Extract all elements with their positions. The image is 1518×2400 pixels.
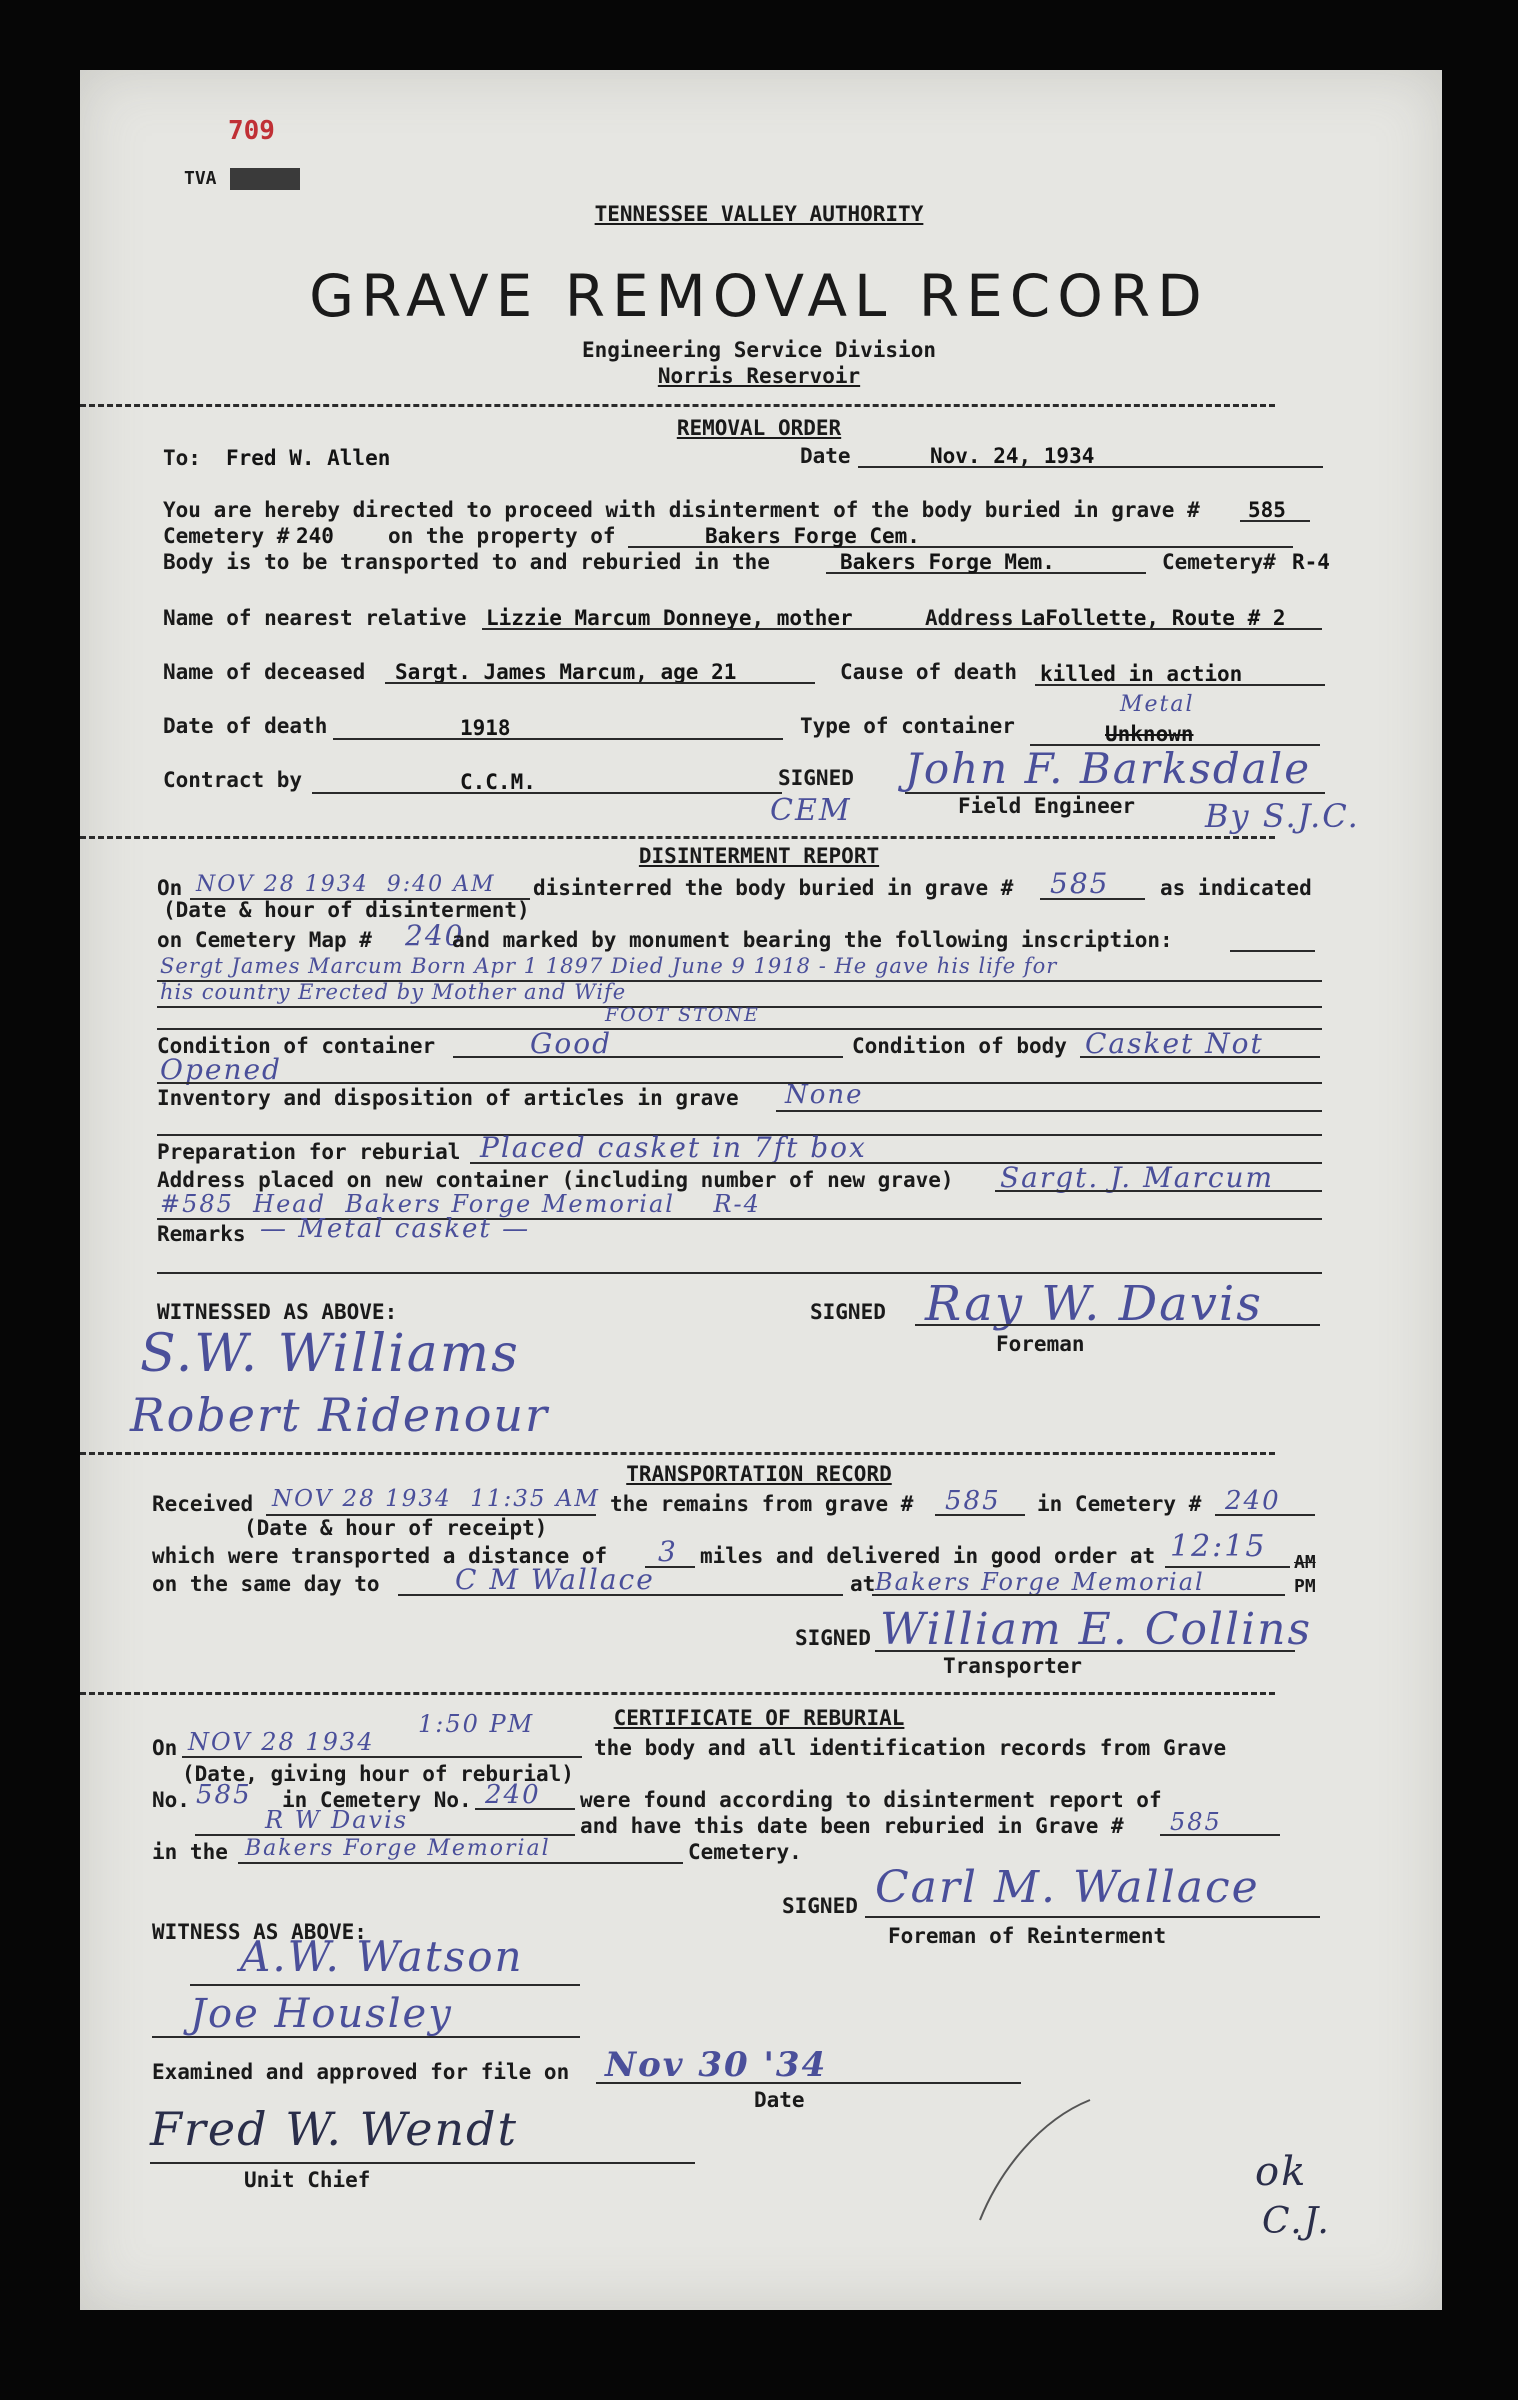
- foreman-sig-line: [915, 1324, 1320, 1326]
- pm-label: PM: [1294, 1576, 1316, 1597]
- page-title: GRAVE REMOVAL RECORD: [309, 262, 1209, 330]
- division-line: [0, 340, 1518, 361]
- inventory-label: Inventory and disposition of articles in grave: [157, 1086, 739, 1110]
- examined-label: Examined and approved for file on: [152, 2060, 570, 2084]
- rebury-location: Bakers Forge Mem.: [840, 550, 1055, 574]
- unit-chief-line: [150, 2162, 695, 2164]
- as-indicated: as indicated: [1160, 876, 1312, 900]
- disinterment-grave: 585: [1050, 867, 1110, 900]
- new-address-value-2: #585 Head Bakers Forge Memorial R-4: [160, 1190, 761, 1218]
- cemetery-number: 240: [296, 524, 334, 548]
- initials-right: By S.J.C.: [1205, 797, 1360, 835]
- in-the-label: in the: [152, 1840, 228, 1864]
- removal-order-heading: REMOVAL ORDER: [676, 416, 842, 440]
- date-value: Nov. 24, 1934: [930, 444, 1095, 468]
- disinterment-datetime: NOV 28 1934 9:40 AM: [196, 872, 496, 897]
- examined-date: Nov 30 '34: [605, 2045, 828, 2085]
- to-value: Fred W. Allen: [226, 446, 391, 470]
- field-engineer-title: Field Engineer: [958, 794, 1136, 818]
- property-value: Bakers Forge Cem.: [705, 524, 920, 548]
- section-divider: [80, 1692, 1275, 1695]
- delivered-text: miles and delivered in good order at: [700, 1544, 1156, 1568]
- cemetery-label: Cemetery #: [163, 524, 290, 548]
- initials-left: CEM: [770, 793, 852, 828]
- same-day-label: on the same day to: [152, 1572, 380, 1596]
- examined-date-label: Date: [754, 2088, 805, 2112]
- section-divider: [80, 836, 1275, 839]
- section-divider: [80, 404, 1275, 407]
- property-label: on the property of: [388, 524, 616, 548]
- in-cemetery-label: in Cemetery #: [1037, 1492, 1202, 1516]
- address-value: LaFollette, Route # 2: [1020, 606, 1286, 630]
- cert-witness-line-1: [190, 1984, 580, 1986]
- agency-line: [0, 204, 1518, 225]
- reburial-date: NOV 28 1934: [188, 1728, 375, 1756]
- relative-label: Name of nearest relative: [163, 606, 467, 630]
- transport-text: Body is to be transported to and reburied in the: [163, 550, 770, 574]
- cause-label: Cause of death: [840, 660, 1018, 684]
- cert-witness-1: A.W. Watson: [240, 1932, 524, 1981]
- map-line-end: [1230, 950, 1315, 952]
- cert-date-hint: (Date, giving hour of reburial): [182, 1762, 574, 1786]
- cert-body-text: the body and all identification records from Grave: [594, 1736, 1227, 1760]
- container-value: Unknown: [1105, 722, 1194, 746]
- signed-label-1: SIGNED: [778, 766, 854, 790]
- transport-cemetery-line: [1215, 1514, 1315, 1516]
- transporter-signature: William E. Collins: [880, 1604, 1313, 1655]
- grave-line: [1240, 520, 1310, 522]
- cemetery-suffix: Cemetery.: [688, 1840, 802, 1864]
- stamp-number: 709: [228, 116, 275, 146]
- cause-line: [1035, 684, 1325, 686]
- certificate-heading: CERTIFICATE OF REBURIAL: [613, 1706, 905, 1730]
- transport-heading-line: [0, 1464, 1518, 1485]
- body-condition-value-2: Opened: [160, 1053, 282, 1086]
- contract-line: [312, 792, 782, 794]
- field-engineer-signature: John F. Barksdale: [905, 744, 1312, 793]
- received-value: NOV 28 1934 11:35 AM: [272, 1486, 600, 1512]
- same-day-value: C M Wallace: [455, 1563, 655, 1596]
- address-label: Address: [925, 606, 1014, 630]
- disinterment-heading-line: [0, 846, 1518, 867]
- grave-line: [1040, 898, 1145, 900]
- transport-cemetery: 240: [1225, 1486, 1281, 1516]
- death-date-label: Date of death: [163, 714, 328, 738]
- section-divider: [80, 1452, 1275, 1455]
- grave-number: 585: [1248, 498, 1286, 522]
- transport-grave-line: [935, 1514, 1025, 1516]
- new-address-value-1: Sargt. J. Marcum: [1000, 1161, 1275, 1194]
- removal-heading-line: [0, 418, 1518, 439]
- unit-chief-title: Unit Chief: [244, 2168, 371, 2192]
- date-label: Date: [800, 444, 851, 468]
- witness-signature-1: S.W. Williams: [140, 1324, 520, 1384]
- examined-date-line: [596, 2082, 1021, 2084]
- deceased-label: Name of deceased: [163, 660, 366, 684]
- body-condition-label: Condition of body: [852, 1034, 1067, 1058]
- remarks-label: Remarks: [157, 1222, 246, 1246]
- distance-value: 3: [658, 1535, 678, 1568]
- unit-chief-signature: Fred W. Wendt: [150, 2102, 518, 2156]
- at-value: Bakers Forge Memorial: [875, 1568, 1205, 1596]
- preparation-label: Preparation for reburial: [157, 1140, 461, 1164]
- deceased-line: [385, 682, 815, 684]
- remarks-line-2: [157, 1272, 1322, 1274]
- disinterred-text: disinterred the body buried in grave #: [533, 876, 1014, 900]
- corner-mark-2: C.J.: [1262, 2201, 1331, 2242]
- body-condition-value: Casket Not: [1085, 1027, 1264, 1060]
- transportation-heading: TRANSPORTATION RECORD: [626, 1462, 892, 1486]
- new-grave: 585: [1170, 1808, 1222, 1836]
- directive-text: You are hereby directed to proceed with disinterment of the body buried in grave #: [163, 498, 1200, 522]
- cert-witness-2: Joe Housley: [190, 1991, 453, 2037]
- cert-cemetery-name: Bakers Forge Memorial: [245, 1836, 551, 1861]
- inscription-line-2: his country Erected by Mother and Wife: [160, 980, 627, 1004]
- witnessed-label: WITNESSED AS ABOVE:: [157, 1300, 398, 1324]
- signed-label-3: SIGNED: [795, 1626, 871, 1650]
- receipt-hint: (Date & hour of receipt): [244, 1516, 548, 1540]
- pencil-stroke: [960, 2090, 1100, 2230]
- at-line: [872, 1594, 1285, 1596]
- signed-label-4: SIGNED: [782, 1894, 858, 1918]
- at-label: at: [850, 1572, 876, 1596]
- delivery-time: 12:15: [1170, 1529, 1267, 1564]
- am-label: AM: [1294, 1552, 1316, 1573]
- death-date-value: 1918: [460, 716, 511, 740]
- division-name: Engineering Service Division: [581, 338, 936, 362]
- death-date-line: [333, 738, 783, 740]
- container-condition-value: Good: [530, 1027, 613, 1060]
- preparation-value: Placed casket in 7ft box: [480, 1131, 867, 1164]
- inscription-line-3: FOOT STONE: [605, 1004, 760, 1026]
- container-condition-label: Condition of container: [157, 1034, 436, 1058]
- remains-text: the remains from grave #: [610, 1492, 914, 1516]
- cert-cemetery-line: [475, 1808, 575, 1810]
- monument-text: and marked by monument bearing the following inscription:: [452, 928, 1173, 952]
- signed-label-2: SIGNED: [810, 1300, 886, 1324]
- container-condition-line: [453, 1056, 843, 1058]
- relative-line: [482, 628, 1322, 630]
- transporter-title: Transporter: [943, 1654, 1083, 1678]
- foreman-signature: Ray W. Davis: [925, 1276, 1263, 1332]
- container-correction: Metal: [1120, 692, 1195, 717]
- contract-value: C.C.M.: [460, 770, 536, 794]
- reburial-time: 1:50 PM: [418, 1710, 535, 1738]
- inventory-value: None: [785, 1080, 864, 1110]
- transport-grave: 585: [945, 1486, 1001, 1516]
- cert-witness-line-2: [152, 2036, 580, 2038]
- reinterment-title: Foreman of Reinterment: [888, 1924, 1167, 1948]
- remarks-value: — Metal casket —: [260, 1214, 531, 1244]
- to-label: To:: [163, 446, 201, 470]
- body-condition-line-2: [157, 1082, 1322, 1084]
- corner-mark-1: ok: [1255, 2149, 1308, 2195]
- foreman-title: Foreman: [996, 1332, 1085, 1356]
- agency-name: TENNESSEE VALLEY AUTHORITY: [594, 202, 924, 226]
- on-label: On: [157, 876, 183, 900]
- cert-cemetery-name-line: [238, 1862, 683, 1864]
- inscription-line-1: Sergt James Marcum Born Apr 1 1897 Died June 9 1918 - He gave his life for: [160, 954, 1058, 978]
- received-label: Received: [152, 1492, 254, 1516]
- contract-label: Contract by: [163, 768, 303, 792]
- reinterment-signature: Carl M. Wallace: [875, 1862, 1260, 1913]
- distance-text: which were transported a distance of: [152, 1544, 608, 1568]
- redaction-mark: [230, 168, 300, 190]
- new-cemetery-label: Cemetery#: [1162, 550, 1276, 574]
- new-address-line-1: [995, 1190, 1322, 1192]
- file-prefix: TVA: [184, 168, 217, 189]
- cert-on-label: On: [152, 1736, 178, 1760]
- new-grave-line: [1160, 1834, 1280, 1836]
- found-text: were found according to disinterment report of: [580, 1788, 1162, 1812]
- title-line: [0, 262, 1518, 330]
- container-label: Type of container: [800, 714, 1015, 738]
- reservoir-line: [0, 366, 1518, 387]
- datetime-hint: (Date & hour of disinterment): [163, 898, 530, 922]
- same-day-line: [398, 1594, 843, 1596]
- reservoir-name: Norris Reservoir: [657, 364, 861, 388]
- relative-value: Lizzie Marcum Donneye, mother: [486, 606, 853, 630]
- report-by: R W Davis: [265, 1806, 409, 1834]
- certificate-heading-line: [0, 1708, 1518, 1729]
- witness-signature-2: Robert Ridenour: [130, 1388, 550, 1442]
- cert-grave: 585: [196, 1780, 252, 1810]
- body-condition-line: [1080, 1056, 1320, 1058]
- cert-no-label: No.: [152, 1788, 190, 1812]
- inventory-line: [776, 1110, 1322, 1112]
- new-cemetery-value: R-4: [1292, 550, 1330, 574]
- map-value: 240: [405, 919, 465, 952]
- reburial-date-line: [182, 1756, 582, 1758]
- transporter-sig-line: [875, 1650, 1295, 1652]
- reinterment-sig-line: [865, 1916, 1320, 1918]
- cause-value: killed in action: [1040, 662, 1243, 686]
- map-label: on Cemetery Map #: [157, 928, 372, 952]
- disinterment-heading: DISINTERMENT REPORT: [638, 844, 880, 868]
- cert-witness-label: WITNESS AS ABOVE:: [152, 1920, 367, 1944]
- cert-cemetery: 240: [485, 1780, 541, 1810]
- cert-cemetery-label: in Cemetery No.: [282, 1788, 472, 1812]
- reburied-text: and have this date been reburied in Grave #: [580, 1814, 1124, 1838]
- deceased-value: Sargt. James Marcum, age 21: [395, 660, 737, 684]
- new-address-label: Address placed on new container (including number of new grave): [157, 1168, 954, 1192]
